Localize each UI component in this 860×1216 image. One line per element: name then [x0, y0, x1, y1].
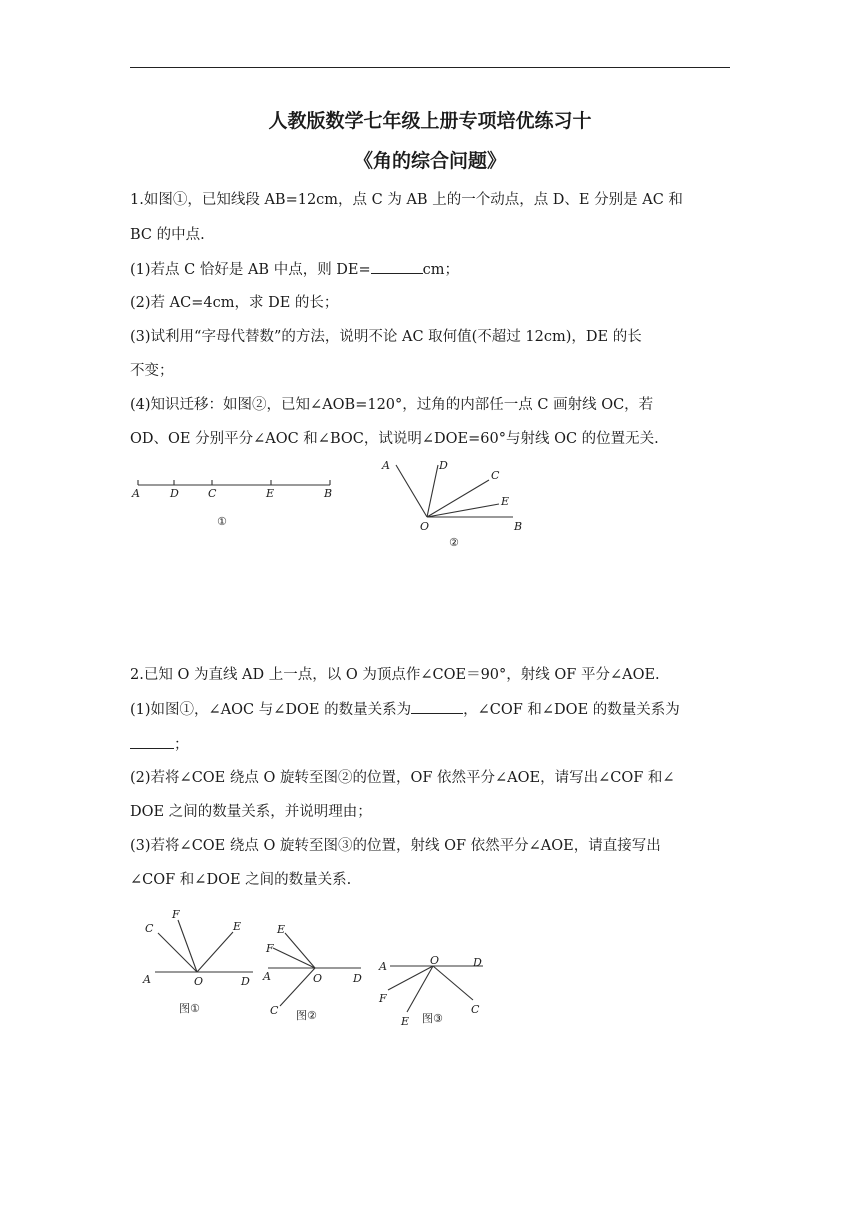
q2-part-1-line-2 [130, 734, 730, 755]
answer-blank-2[interactable] [130, 734, 174, 749]
label-d: D [353, 972, 362, 985]
header-rule [130, 67, 730, 68]
q1-line-2: BC 的中点. [130, 227, 205, 243]
page-title: 人教版数学七年级上册专项培优练习十 [268, 110, 592, 132]
answer-blank[interactable] [371, 259, 423, 274]
label-e: E [501, 495, 510, 508]
q2-part-3-line-1: (3)若将∠COE 绕点 O 旋转至图③的位置，射线 OF 依然平分∠AOE，请直接写出 [130, 838, 661, 854]
label-b: B [324, 487, 333, 500]
q1-part-4-line-1: (4)知识迁移：如图②，已知∠AOB=120°，过角的内部任一点 C 画射线 OC，若 [130, 397, 654, 413]
label-d: D [241, 975, 250, 988]
figure-caption: 图③ [422, 1012, 443, 1025]
q1-part-1-text: (1)若点 C 恰好是 AB 中点，则 DE= [130, 262, 371, 278]
ray-of [273, 948, 315, 968]
figure-caption: ② [449, 536, 459, 549]
q2-part-2-line-2: DOE 之间的数量关系，并说明理由； [130, 804, 372, 820]
q1-part-2: (2)若 AC=4cm，求 DE 的长； [130, 295, 339, 311]
answer-blank-1[interactable] [411, 699, 463, 714]
q2-part-1-end: ； [174, 737, 189, 753]
ray-oa [396, 465, 427, 517]
label-d: D [170, 487, 179, 500]
label-f: F [379, 992, 387, 1005]
label-a: A [379, 960, 387, 973]
q2-line-1: 2.已知 O 为直线 AD 上一点，以 O 为顶点作∠COE＝90°，射线 OF 平分∠AOE. [130, 667, 660, 683]
q2-part-3-line-2: ∠COF 和∠DOE 之间的数量关系. [130, 872, 352, 888]
label-a: A [263, 970, 271, 983]
label-e: E [401, 1015, 410, 1028]
label-o: O [420, 520, 430, 533]
q2-figure-2 [258, 918, 373, 1028]
label-c: C [208, 487, 217, 500]
q1-line-1: 1.如图①，已知线段 AB=12cm，点 C 为 AB 上的一个动点，点 D、E 分别是 AC 和 [130, 192, 683, 208]
q1-part-1-unit: cm； [422, 262, 460, 278]
label-c: C [471, 1003, 480, 1016]
label-o: O [194, 975, 204, 988]
label-o: O [430, 954, 440, 967]
label-b: B [514, 520, 523, 533]
label-d: D [473, 956, 482, 969]
q1-part-3-line-1: (3)试利用“字母代替数”的方法，说明不论 AC 取何值(不超过 12cm)，DE 的长 [130, 329, 642, 345]
q2-part-1-text: (1)如图①，∠AOC 与∠DOE 的数量关系为 [130, 702, 412, 718]
label-f: F [172, 908, 180, 921]
q1-part-4-line-2: OD、OE 分别平分∠AOC 和∠BOC，试说明∠DOE=60°与射线 OC 的位置无关. [130, 431, 659, 447]
q1-part-3-line-2: 不变； [130, 363, 174, 379]
figure-caption: 图② [296, 1009, 317, 1022]
label-a: A [132, 487, 140, 500]
q2-figure-3 [375, 952, 495, 1032]
label-c: C [491, 469, 500, 482]
label-a: A [143, 973, 151, 986]
label-f: F [266, 942, 274, 955]
ray-od [427, 465, 438, 517]
label-e: E [277, 923, 286, 936]
label-e: E [233, 920, 242, 933]
ray-of [178, 920, 197, 972]
q2-part-1-line-1 [130, 699, 730, 720]
q1-figure-1 [128, 470, 348, 530]
label-d: D [439, 459, 448, 472]
ray-oe [285, 933, 315, 968]
ray-oc [158, 933, 197, 972]
label-a: A [382, 459, 390, 472]
q1-figure-2 [375, 455, 535, 555]
q2-part-2-line-1: (2)若将∠COE 绕点 O 旋转至图②的位置，OF 依然平分∠AOE，请写出∠COF 和∠ [130, 770, 675, 786]
ray-oc [280, 968, 315, 1006]
q2-figure-1 [135, 905, 265, 1020]
label-c: C [270, 1004, 279, 1017]
label-e: E [266, 487, 275, 500]
label-o: O [313, 972, 323, 985]
figure-caption: 图① [179, 1002, 200, 1015]
figure-caption: ① [217, 515, 227, 528]
ray-oc [433, 966, 473, 1000]
q2-part-1-text-2: ，∠COF 和∠DOE 的数量关系为 [463, 702, 680, 718]
label-c: C [145, 922, 154, 935]
q1-part-1 [130, 259, 730, 280]
page-subtitle: 《角的综合问题》 [353, 150, 506, 172]
ray-oe [197, 932, 233, 972]
